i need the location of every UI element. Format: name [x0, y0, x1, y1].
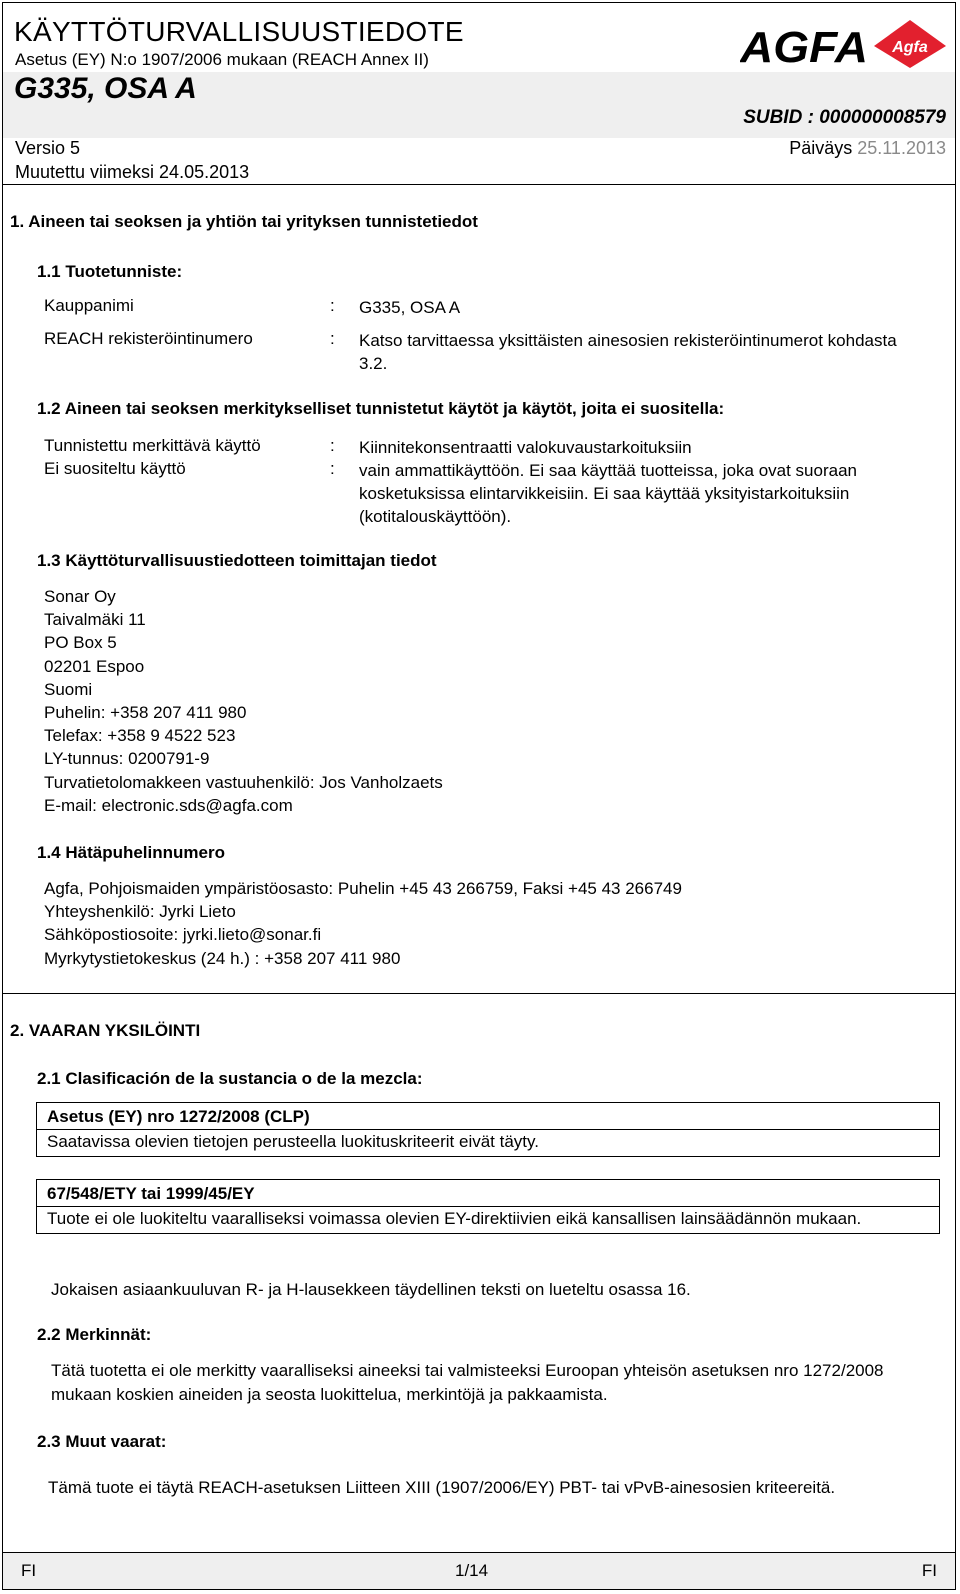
- emergency-line: Yhteyshenkilö: Jyrki Lieto: [44, 902, 236, 922]
- emergency-line: Agfa, Pohjoismaiden ympäristöosasto: Puhelin +45 43 266759, Faksi +45 43 266749: [44, 879, 682, 898]
- directive-box-text: Tuote ei ole luokiteltu vaaralliseksi voimassa olevien EY-direktiivien eikä kansallisen lainsäädännön mukaan.: [47, 1209, 862, 1228]
- subid-label: SUBID : 000000008579: [743, 107, 946, 128]
- emergency-line: Sähköpostiosoite: jyrki.lieto@sonar.fi: [44, 925, 322, 945]
- emergency-contacts: [44, 877, 682, 970]
- section-2-title: 2. VAARAN YKSILÖINTI: [10, 1021, 201, 1040]
- directive-box-heading: 67/548/ETY tai 1999/45/EY: [37, 1182, 939, 1207]
- identified-use-label: Tunnistettu merkittävä käyttö: [44, 436, 261, 455]
- date-field: [789, 138, 946, 159]
- section-2-3-title: 2.3 Muut vaarat:: [37, 1432, 167, 1451]
- section-2-1-title: 2.1 Clasificación de la sustancia o de la mezcla:: [37, 1069, 423, 1088]
- section-1-1-title: 1.1 Tuotetunniste:: [37, 262, 183, 281]
- trade-name-value: G335, OSA A: [359, 298, 461, 317]
- reach-number-value: Katso tarvittaessa yksittäisten ainesosien rekisteröintinumerot kohdasta 3.2.: [359, 331, 897, 373]
- supplier-line: LY-tunnus: 0200791-9: [44, 749, 210, 769]
- trade-name-label: Kauppanimi: [44, 296, 134, 315]
- supplier-line: Puhelin: +358 207 411 980: [44, 703, 247, 723]
- supplier-line: 02201 Espoo: [44, 656, 145, 676]
- date-value: 25.11.2013: [857, 138, 946, 158]
- identified-use-value: Kiinnitekonsentraatti valokuvaustarkoituksiin: [359, 438, 692, 457]
- supplier-details: [44, 585, 443, 817]
- supplier-line: Suomi: [44, 679, 93, 699]
- section-1-4-title: 1.4 Hätäpuhelinnumero: [37, 843, 225, 862]
- section-divider: [3, 993, 955, 994]
- reach-number-label: REACH rekisteröintinumero: [44, 329, 253, 348]
- version-label: Versio 5: [15, 138, 81, 158]
- clp-classification-box: [36, 1102, 940, 1157]
- section-2-2-title: 2.2 Merkinnät:: [37, 1325, 152, 1344]
- supplier-line: PO Box 5: [44, 633, 117, 653]
- supplier-line: Taivalmäki 11: [44, 610, 146, 630]
- product-name-heading: G335, OSA A: [14, 72, 197, 105]
- colon: :: [330, 459, 335, 478]
- clp-box-heading: Asetus (EY) nro 1272/2008 (CLP): [37, 1105, 939, 1130]
- footer-language-left: FI: [21, 1561, 37, 1580]
- r-h-phrases-note: Jokaisen asiaankuuluvan R- ja H-lausekkeen täydellinen teksti on lueteltu osassa 16.: [51, 1280, 691, 1299]
- agfa-logo: [740, 20, 946, 68]
- colon: :: [330, 296, 335, 315]
- page-number: 1/14: [455, 1561, 489, 1580]
- supplier-line: E-mail: electronic.sds@agfa.com: [44, 795, 293, 815]
- colon: :: [330, 436, 335, 455]
- supplier-line: Sonar Oy: [44, 587, 116, 606]
- document-title: KÄYTTÖTURVALLISUUSTIEDOTE: [14, 16, 464, 47]
- date-label: Päiväys: [789, 138, 853, 158]
- logo-badge-text: Agfa: [892, 39, 928, 56]
- colon: :: [330, 329, 335, 348]
- section-1-title: 1. Aineen tai seoksen ja yhtiön tai yrityksen tunnistetiedot: [10, 212, 478, 231]
- header-divider: [3, 184, 955, 185]
- not-recommended-use-value: vain ammattikäyttöön. Ei saa käyttää tuotteissa, joka ovat suoraan kosketuksissa elintarvikkeisiin. Ei saa käyttää yksityistarkoituksiin (kotitalouskäyttöön).: [359, 461, 857, 526]
- page-footer: [3, 1552, 955, 1589]
- labelling-text: Tätä tuotetta ei ole merkitty vaaralliseksi aineeksi tai valmisteeksi Euroopan yhteisön asetuksen nro 1272/2008 mukaan koskien aineiden ja seosta luokittelua, merkintöjä ja pakkaamista.: [51, 1361, 884, 1404]
- clp-box-text: Saatavissa olevien tietojen perusteella luokituskriteerit eivät täyty.: [47, 1132, 539, 1151]
- supplier-line: Turvatietolomakkeen vastuuhenkilö: Jos Vanholzaets: [44, 772, 443, 792]
- not-recommended-use-label: Ei suositeltu käyttö: [44, 459, 186, 478]
- emergency-line: Myrkytystietokeskus (24 h.) : +358 207 411 980: [44, 948, 401, 968]
- section-1-2-title: 1.2 Aineen tai seoksen merkitykselliset tunnistetut käytöt ja käytöt, joita ei suositella:: [37, 399, 725, 418]
- other-hazards-text: Tämä tuote ei täytä REACH-asetuksen Liitteen XIII (1907/2006/EY) PBT- tai vPvB-ainesosien kriteereitä.: [48, 1478, 836, 1497]
- section-1-3-title: 1.3 Käyttöturvallisuustiedotteen toimittajan tiedot: [37, 551, 437, 570]
- footer-language-right: FI: [921, 1561, 937, 1580]
- regulation-subtitle: Asetus (EY) N:o 1907/2006 mukaan (REACH Annex II): [15, 50, 429, 69]
- last-modified-label: Muutettu viimeksi 24.05.2013: [15, 162, 250, 182]
- directive-classification-box: [36, 1179, 940, 1234]
- supplier-line: Telefax: +358 9 4522 523: [44, 726, 236, 746]
- logo-badge-icon: [874, 20, 946, 68]
- logo-wordmark: AGFA: [740, 23, 868, 68]
